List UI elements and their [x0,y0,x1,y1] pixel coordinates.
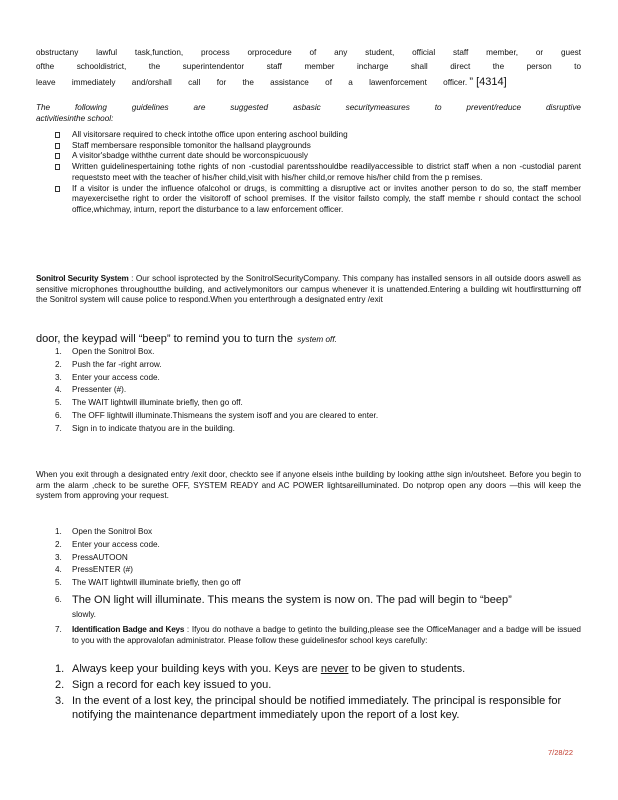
step-number: 2. [55,359,62,369]
entry-step [36,359,581,372]
exit-step [36,526,581,539]
rule-text: Sign a record for each key issued to you. [72,679,272,691]
checkbox-square-icon [55,186,60,192]
entry-steps [36,346,581,436]
entry-step [36,423,581,436]
step-text: The WAIT lightwill illuminate briefly, then go off. [72,398,243,408]
step-number: 7. [55,423,62,433]
exit-text: When you exit through a designated entry /exit door, checkto see if anyone elseis inthe building by looking atthe sign in/outsheet. Before you begin to arm the alarm ,check to be surethe OFF, SYSTEM READY and AC POWER lightsareilluminated. Do notprop open any doors —this will keep the system from approving your request. [36,470,581,501]
guideline-item [36,141,581,152]
step-number: 5. [55,398,62,408]
sonitrol-paragraph [36,274,581,306]
entry-step [36,384,581,397]
checkbox-square-icon [55,132,60,138]
sonitrol-text [36,274,581,306]
exit-paragraph [36,470,581,502]
guideline-text: A visitor'sbadge withthe current date should be worconspicuously [72,151,308,161]
step-text: Sign in to indicate thatyou are in the building. [72,423,235,433]
step-number: 6. [55,595,62,604]
exit-step-6 [36,593,581,621]
guidelines-list [36,130,581,216]
step-text: Pressenter (#). [72,385,127,395]
intro-line-3-text: leave immediately and/orshall call for the assistance of a lawenforcement officer. [36,78,468,88]
guideline-text: Written guidelinespertaining tothe rights of non -custodial parentsshouldbe readilyaccessible to district staff when a non -custodial parent requeststo meet with the teacher of his/her child,visit with his/her child,or remove his/her child from the p remises. [72,162,581,182]
step-text: The WAIT lightwill illuminate briefly, then go off [72,578,241,588]
exit-steps-continued [36,593,581,646]
key-rule [36,662,576,676]
step-text: Open the Sonitrol Box [72,527,153,536]
entry-step [36,397,581,410]
entry-step [36,372,581,385]
entry-step [36,346,581,359]
keys-list [36,662,576,722]
step-text: The ON light will illuminate. This means the system is now on. The pad will begin to “beep” [72,594,512,606]
step-number: 5. [55,578,62,588]
guideline-item [36,130,581,141]
entry-step [36,410,581,423]
exit-step [36,552,581,565]
rule-text: Always keep your building keys with you. Keys are [72,663,318,675]
guideline-text: If a visitor is under the influence ofalcohol or drugs, is committing a disruptive act or invites another person to do so, the staff member mayexercisethe right to order the visitoroff of school premises. If the visitor failsto comply, the staff membe r should contact the school office,whichmay, inturn, report the disturbance to a law enforcement officer. [72,183,581,214]
intro-line-1: obstructany lawful task,function, process orprocedure of any student, official staff member, or guest [36,48,581,57]
checkbox-square-icon [55,164,60,170]
step-number: 3. [55,552,62,562]
step-text: The OFF lightwill illuminate.Thismeans the system isoff and you are cleared to enter. [72,410,379,420]
step-number: 4. [55,565,62,575]
keypad-beep-text: door, the keypad will “beep” to remind you to turn the [36,333,293,345]
guideline-item [36,184,581,216]
keypad-beep-tail: system off. [297,335,337,344]
guideline-text: All visitorsare required to check intothe office upon entering aschool building [72,130,348,139]
step-number: 6. [55,410,62,420]
step-tail: slowly. [72,610,96,619]
intro-line-3 [36,75,581,89]
id-badge-keys-label: Identification Badge and Keys [72,625,185,634]
key-rule [36,678,576,692]
sonitrol-body: : Our school isprotected by the SonitrolSecurityCompany. This company has installed sensors in all outside doors aswell as sensitive microphones throughoutthe building, and activelymonitors our campus whenever it is unattended.Entering a building wit houtfirstturning off the Sonitrol system will cause police to respond.When you enterthrough a designated entry /exit [36,274,581,305]
rule-text: In the event of a lost key, the principal should be notified immediately. The principal is responsible for notifying the maintenance department immediately upon the report of a lost key. [72,695,562,721]
sonitrol-large-line [36,329,581,347]
step-text: PressAUTOON [72,552,128,562]
sonitrol-label: Sonitrol Security System [36,274,129,283]
policy-code: ” [4314] [469,76,507,89]
step-number: 7. [55,625,62,634]
step-text: Open the Sonitrol Box. [72,347,155,356]
guideline-item [36,151,581,162]
rule-number: 3. [55,695,65,707]
never-emphasis: never [320,663,349,675]
step-number: 2. [55,539,62,549]
guidelines-heading-line-2: activitiesinthe school: [36,113,114,123]
step-number: 1. [55,347,62,356]
checkbox-square-icon [55,153,60,159]
step-number: 3. [55,372,62,382]
rule-number: 2. [55,679,65,691]
exit-step [36,539,581,552]
step-text: Enter your access code. [72,372,160,382]
guidelines-heading-line-1: The following guidelines are suggested asbasic securitymeasures to prevent/reduce disruptive [36,103,581,112]
intro-line-2: ofthe schooldistrict, the superintendentor staff member incharge shall direct the person to [36,61,581,71]
step-number: 4. [55,385,62,395]
exit-step [36,577,581,590]
step-text: : Ifyou do nothave a badge to getinto the building,please see the OfficeManager and a badge will be issued to you with the approvalofan administrator. Please follow these guidelinesfor school keys carefully: [72,625,581,645]
guidelines-heading [36,103,581,124]
guideline-item [36,162,581,183]
step-number: 1. [55,527,62,536]
exit-step-7 [36,625,581,646]
step-text: Enter your access code. [72,539,160,549]
exit-step [36,564,581,577]
guideline-text: Staff membersare responsible tomonitor the hallsand playgrounds [72,140,311,150]
key-rule [36,694,576,722]
checkbox-square-icon [55,143,60,149]
intro-paragraph [36,48,581,89]
rule-text-tail: to be given to students. [351,663,466,675]
step-text: PressENTER (#) [72,565,133,575]
footer-date: 7/28/22 [548,748,574,757]
step-text: Push the far -right arrow. [72,359,162,369]
rule-number: 1. [55,663,65,675]
exit-steps [36,526,581,590]
